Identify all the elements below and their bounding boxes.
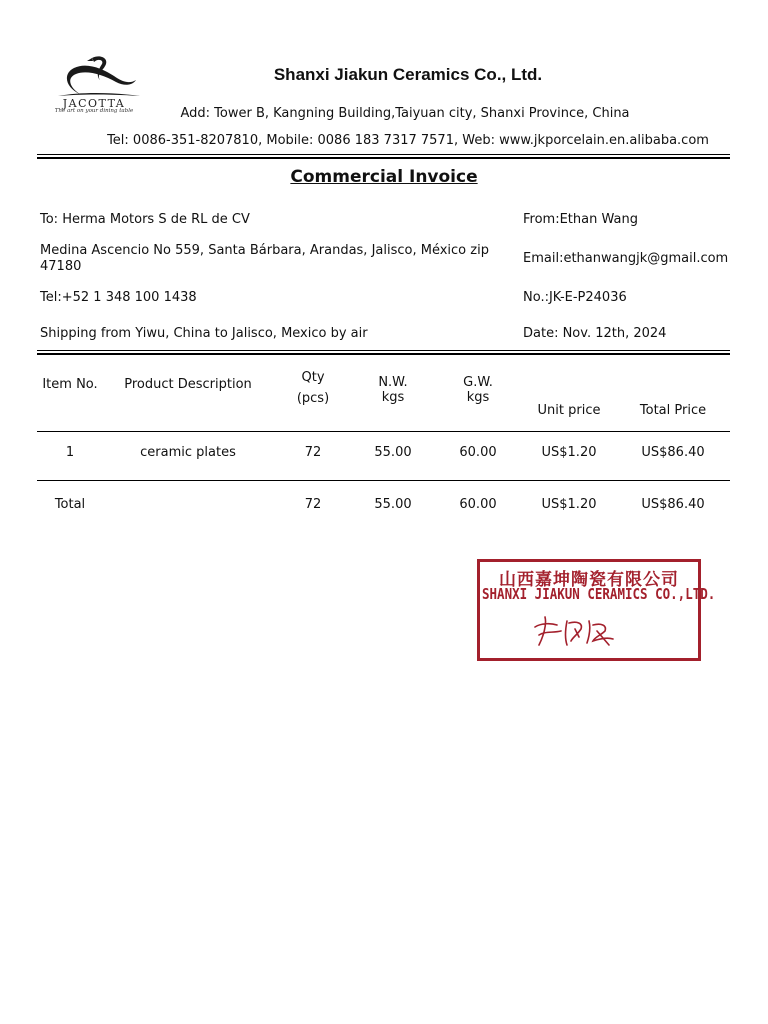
invoice-date: Date: Nov. 12th, 2024 — [523, 326, 667, 341]
header-item-no: Item No. — [42, 377, 98, 392]
header-total-price: Total Price — [639, 403, 707, 418]
buyer-address-line2: 47180 — [40, 259, 82, 274]
total-label: Total — [54, 497, 86, 512]
company-name: Shanxi Jiakun Ceramics Co., Ltd. — [273, 65, 543, 84]
header-divider — [37, 154, 730, 159]
stamp-chinese-name: 山西嘉坤陶瓷有限公司 — [499, 570, 679, 590]
seller-name: From:Ethan Wang — [523, 212, 638, 227]
stamp-english-name: SHANXI JIAKUN CERAMICS CO.,LTD. — [482, 584, 716, 603]
cell-description: ceramic plates — [140, 445, 236, 460]
header-qty: Qty — [301, 370, 325, 385]
header-gross-weight: G.W. — [463, 375, 493, 390]
info-divider — [37, 350, 730, 355]
cell-item-no: 1 — [65, 445, 75, 460]
total-gross-weight: 60.00 — [459, 497, 497, 512]
table-row-divider — [37, 480, 730, 481]
logo-tagline: The art on your dining table — [54, 108, 134, 114]
buyer-name: To: Herma Motors S de RL de CV — [40, 212, 250, 227]
company-address: Add: Tower B, Kangning Building,Taiyuan city, Shanxi Province, China — [180, 106, 630, 121]
header-net-weight-unit: kgs — [381, 390, 405, 405]
buyer-tel: Tel:+52 1 348 100 1438 — [40, 290, 197, 305]
document-title: Commercial Invoice — [290, 167, 478, 187]
header-qty-unit: (pcs) — [296, 391, 330, 406]
header-net-weight: N.W. — [378, 375, 408, 390]
header-description: Product Description — [124, 377, 252, 392]
header-unit-price: Unit price — [537, 403, 601, 418]
table-header-divider — [37, 431, 730, 432]
header-gross-weight-unit: kgs — [466, 390, 490, 405]
buyer-address-line1: Medina Ascencio No 559, Santa Bárbara, Arandas, Jalisco, México zip — [40, 243, 489, 258]
cell-net-weight: 55.00 — [374, 445, 412, 460]
total-total-price: US$86.40 — [641, 497, 705, 512]
shipping-route: Shipping from Yiwu, China to Jalisco, Mexico by air — [40, 326, 368, 341]
cell-gross-weight: 60.00 — [459, 445, 497, 460]
cell-total-price: US$86.40 — [641, 445, 705, 460]
swan-logo-icon — [40, 52, 148, 102]
cell-unit-price: US$1.20 — [541, 445, 597, 460]
invoice-number: No.:JK-E-P24036 — [523, 290, 627, 305]
company-contact: Tel: 0086-351-8207810, Mobile: 0086 183 7317 7571, Web: www.jkporcelain.en.alibaba.com — [107, 133, 709, 148]
logo-brand-name: JACOTTA — [62, 97, 126, 110]
cell-qty: 72 — [304, 445, 322, 460]
total-net-weight: 55.00 — [374, 497, 412, 512]
total-qty: 72 — [304, 497, 322, 512]
seller-email: Email:ethanwangjk@gmail.com — [523, 251, 729, 266]
total-unit-price: US$1.20 — [541, 497, 597, 512]
